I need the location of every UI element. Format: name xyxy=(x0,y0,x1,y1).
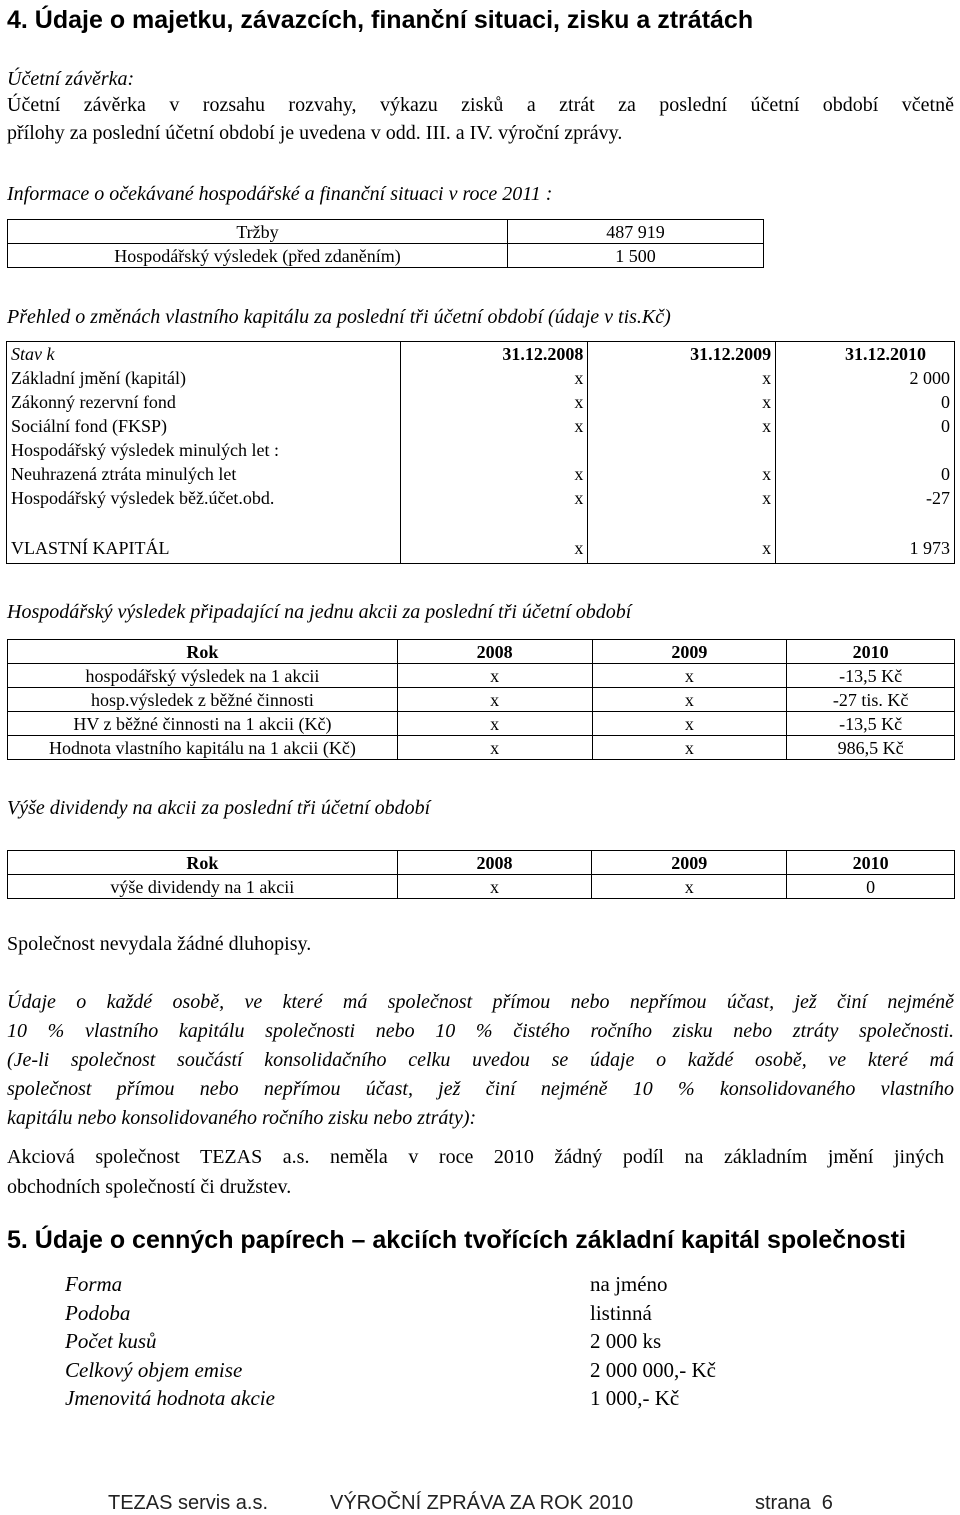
footer-report-title: VÝROČNÍ ZPRÁVA ZA ROK 2010 xyxy=(330,1492,634,1514)
equity-cell: x xyxy=(400,366,588,390)
securities-label: Jmenovitá hodnota akcie xyxy=(65,1386,275,1411)
dividend-header-label: Rok xyxy=(8,851,398,875)
equity-row-label: Základní jmění (kapitál) xyxy=(7,366,401,390)
section-5-title: 5. Údaje o cenných papírech – akciích tvořících základní kapitál společnosti xyxy=(7,1226,906,1254)
securities-label: Celkový objem emise xyxy=(65,1357,243,1382)
equity-cell: x xyxy=(588,462,776,486)
forecast-table xyxy=(7,219,764,268)
securities-value: 2 000 ks xyxy=(590,1329,662,1354)
equity-cell: x xyxy=(400,390,588,414)
securities-value: na jméno xyxy=(590,1272,668,1296)
securities-label: Forma xyxy=(65,1272,123,1296)
equity-row-label: Sociální fond (FKSP) xyxy=(7,414,401,438)
per-share-header-2010: 2010 xyxy=(787,640,955,664)
equity-row-label: Hospodářský výsledek běž.účet.obd. xyxy=(7,486,401,510)
financial-statements-heading: Účetní závěrka: xyxy=(7,68,135,90)
securities-values xyxy=(590,1270,716,1413)
equity-cell xyxy=(588,438,776,462)
dividend-row-label: výše dividendy na 1 akcii xyxy=(8,875,398,899)
equity-cell: 2 000 xyxy=(776,366,955,390)
forecast-label: Tržby xyxy=(8,220,508,244)
table-row xyxy=(7,366,955,390)
per-share-header-row xyxy=(8,640,955,664)
dividend-cell: x xyxy=(397,875,592,899)
equity-cell: 0 xyxy=(776,462,955,486)
per-share-cell: x xyxy=(397,736,592,760)
table-row xyxy=(8,220,764,244)
table-row xyxy=(8,688,955,712)
per-share-header-label: Rok xyxy=(8,640,398,664)
equity-heading: Přehled o změnách vlastního kapitálu za poslední tři účetní období (údaje v tis.Kč) xyxy=(7,306,671,328)
equity-cell: x xyxy=(588,414,776,438)
table-row xyxy=(7,438,955,462)
equity-header-2009: 31.12.2009 xyxy=(588,342,776,366)
equity-table xyxy=(6,341,955,564)
dividend-header-row xyxy=(8,851,955,875)
equity-total-label: VLASTNÍ KAPITÁL xyxy=(7,534,401,564)
table-row xyxy=(8,664,955,688)
per-share-row-label: hospodářský výsledek na 1 akcii xyxy=(8,664,398,688)
tezas-statement-line-1: Akciová společnost TEZAS a.s. neměla v roce 2010 žádný podíl na základním jmění jiných xyxy=(7,1146,944,1168)
persons-line-5: kapitálu nebo konsolidovaného ročního zisku nebo ztráty): xyxy=(7,1107,477,1129)
equity-cell: 0 xyxy=(776,414,955,438)
dividend-header-2010: 2010 xyxy=(787,851,955,875)
table-spacer-row xyxy=(7,510,955,534)
footer-page-number: strana 6 xyxy=(755,1492,833,1514)
per-share-cell: -27 tis. Kč xyxy=(787,688,955,712)
table-row xyxy=(8,712,955,736)
forecast-heading: Informace o očekávané hospodářské a finanční situaci v roce 2011 : xyxy=(7,183,553,205)
financial-statements-line-2: přílohy za poslední účetní období je uvedena v odd. III. a IV. výroční zprávy. xyxy=(7,122,623,144)
equity-header-row xyxy=(7,342,955,366)
equity-row-label: Zákonný rezervní fond xyxy=(7,390,401,414)
per-share-cell: -13,5 Kč xyxy=(787,664,955,688)
forecast-label: Hospodářský výsledek (před zdaněním) xyxy=(8,244,508,268)
equity-cell: x xyxy=(400,462,588,486)
per-share-cell: x xyxy=(397,664,592,688)
persons-line-1: Údaje o každé osobě, ve které má společnost přímou nebo nepřímou účast, jež činí nejméně xyxy=(7,991,954,1013)
equity-cell xyxy=(776,438,955,462)
table-row xyxy=(7,486,955,510)
equity-total-cell: 1 973 xyxy=(776,534,955,564)
equity-cell: -27 xyxy=(776,486,955,510)
equity-header-label: Stav k xyxy=(7,342,401,366)
securities-value: 2 000 000,- Kč xyxy=(590,1357,716,1382)
per-share-cell: 986,5 Kč xyxy=(787,736,955,760)
equity-total-row xyxy=(7,534,955,564)
forecast-value: 487 919 xyxy=(508,220,764,244)
per-share-row-label: HV z běžné činnosti na 1 akcii (Kč) xyxy=(8,712,398,736)
table-row xyxy=(8,875,955,899)
dividend-table xyxy=(7,850,955,899)
equity-cell: x xyxy=(588,390,776,414)
persons-line-3: (Je-li společnost součástí konsolidačního celku uvedou se údaje o každé osobě, ve které má xyxy=(7,1049,954,1071)
equity-cell: x xyxy=(588,486,776,510)
per-share-cell: x xyxy=(592,712,787,736)
equity-total-cell: x xyxy=(588,534,776,564)
securities-label: Počet kusů xyxy=(65,1329,157,1354)
section-4-title: 4. Údaje o majetku, závazcích, finanční situaci, zisku a ztrátách xyxy=(7,6,754,34)
per-share-cell: x xyxy=(592,688,787,712)
per-share-cell: x xyxy=(592,736,787,760)
table-row xyxy=(8,736,955,760)
per-share-row-label: Hodnota vlastního kapitálu na 1 akcii (Kč) xyxy=(8,736,398,760)
securities-value: listinná xyxy=(590,1300,652,1325)
equity-cell: x xyxy=(400,486,588,510)
per-share-row-label: hosp.výsledek z běžné činnosti xyxy=(8,688,398,712)
dividend-header-2009: 2009 xyxy=(592,851,787,875)
equity-row-label: Hospodářský výsledek minulých let : xyxy=(7,438,401,462)
per-share-heading: Hospodářský výsledek připadající na jednu akcii za poslední tři účetní období xyxy=(7,601,632,623)
equity-header-2010: 31.12.2010 xyxy=(776,342,955,366)
securities-label: Podoba xyxy=(65,1300,131,1325)
per-share-cell: -13,5 Kč xyxy=(787,712,955,736)
per-share-cell: x xyxy=(592,664,787,688)
per-share-cell: x xyxy=(397,688,592,712)
per-share-cell: x xyxy=(397,712,592,736)
per-share-table xyxy=(7,639,955,760)
dividend-header-2008: 2008 xyxy=(397,851,592,875)
equity-total-cell: x xyxy=(400,534,588,564)
dividend-cell: 0 xyxy=(787,875,955,899)
table-row xyxy=(7,414,955,438)
dividend-cell: x xyxy=(592,875,787,899)
footer-company: TEZAS servis a.s. xyxy=(108,1492,269,1514)
securities-labels xyxy=(65,1270,275,1413)
forecast-value: 1 500 xyxy=(508,244,764,268)
equity-header-2008: 31.12.2008 xyxy=(400,342,588,366)
equity-cell: x xyxy=(588,366,776,390)
securities-value: 1 000,- Kč xyxy=(590,1386,680,1411)
equity-row-label: Neuhrazená ztráta minulých let xyxy=(7,462,401,486)
dividend-heading: Výše dividendy na akcii za poslední tři účetní období xyxy=(7,797,431,819)
per-share-header-2009: 2009 xyxy=(592,640,787,664)
equity-cell xyxy=(400,438,588,462)
bonds-statement: Společnost nevydala žádné dluhopisy. xyxy=(7,933,312,955)
table-row xyxy=(7,462,955,486)
table-row xyxy=(8,244,764,268)
table-row xyxy=(7,390,955,414)
persons-line-4: společnost přímou nebo nepřímou účast, jež činí nejméně 10 % konsolidovaného vlastního xyxy=(7,1078,954,1100)
per-share-header-2008: 2008 xyxy=(397,640,592,664)
persons-line-2: 10 % vlastního kapitálu společnosti nebo 10 % čistého ročního zisku nebo ztráty společnosti. xyxy=(7,1020,954,1042)
financial-statements-line-1: Účetní závěrka v rozsahu rozvahy, výkazu zisků a ztrát za poslední účetní období včetně xyxy=(7,94,954,116)
tezas-statement-line-2: obchodních společností či družstev. xyxy=(7,1176,292,1198)
equity-cell: 0 xyxy=(776,390,955,414)
equity-cell: x xyxy=(400,414,588,438)
